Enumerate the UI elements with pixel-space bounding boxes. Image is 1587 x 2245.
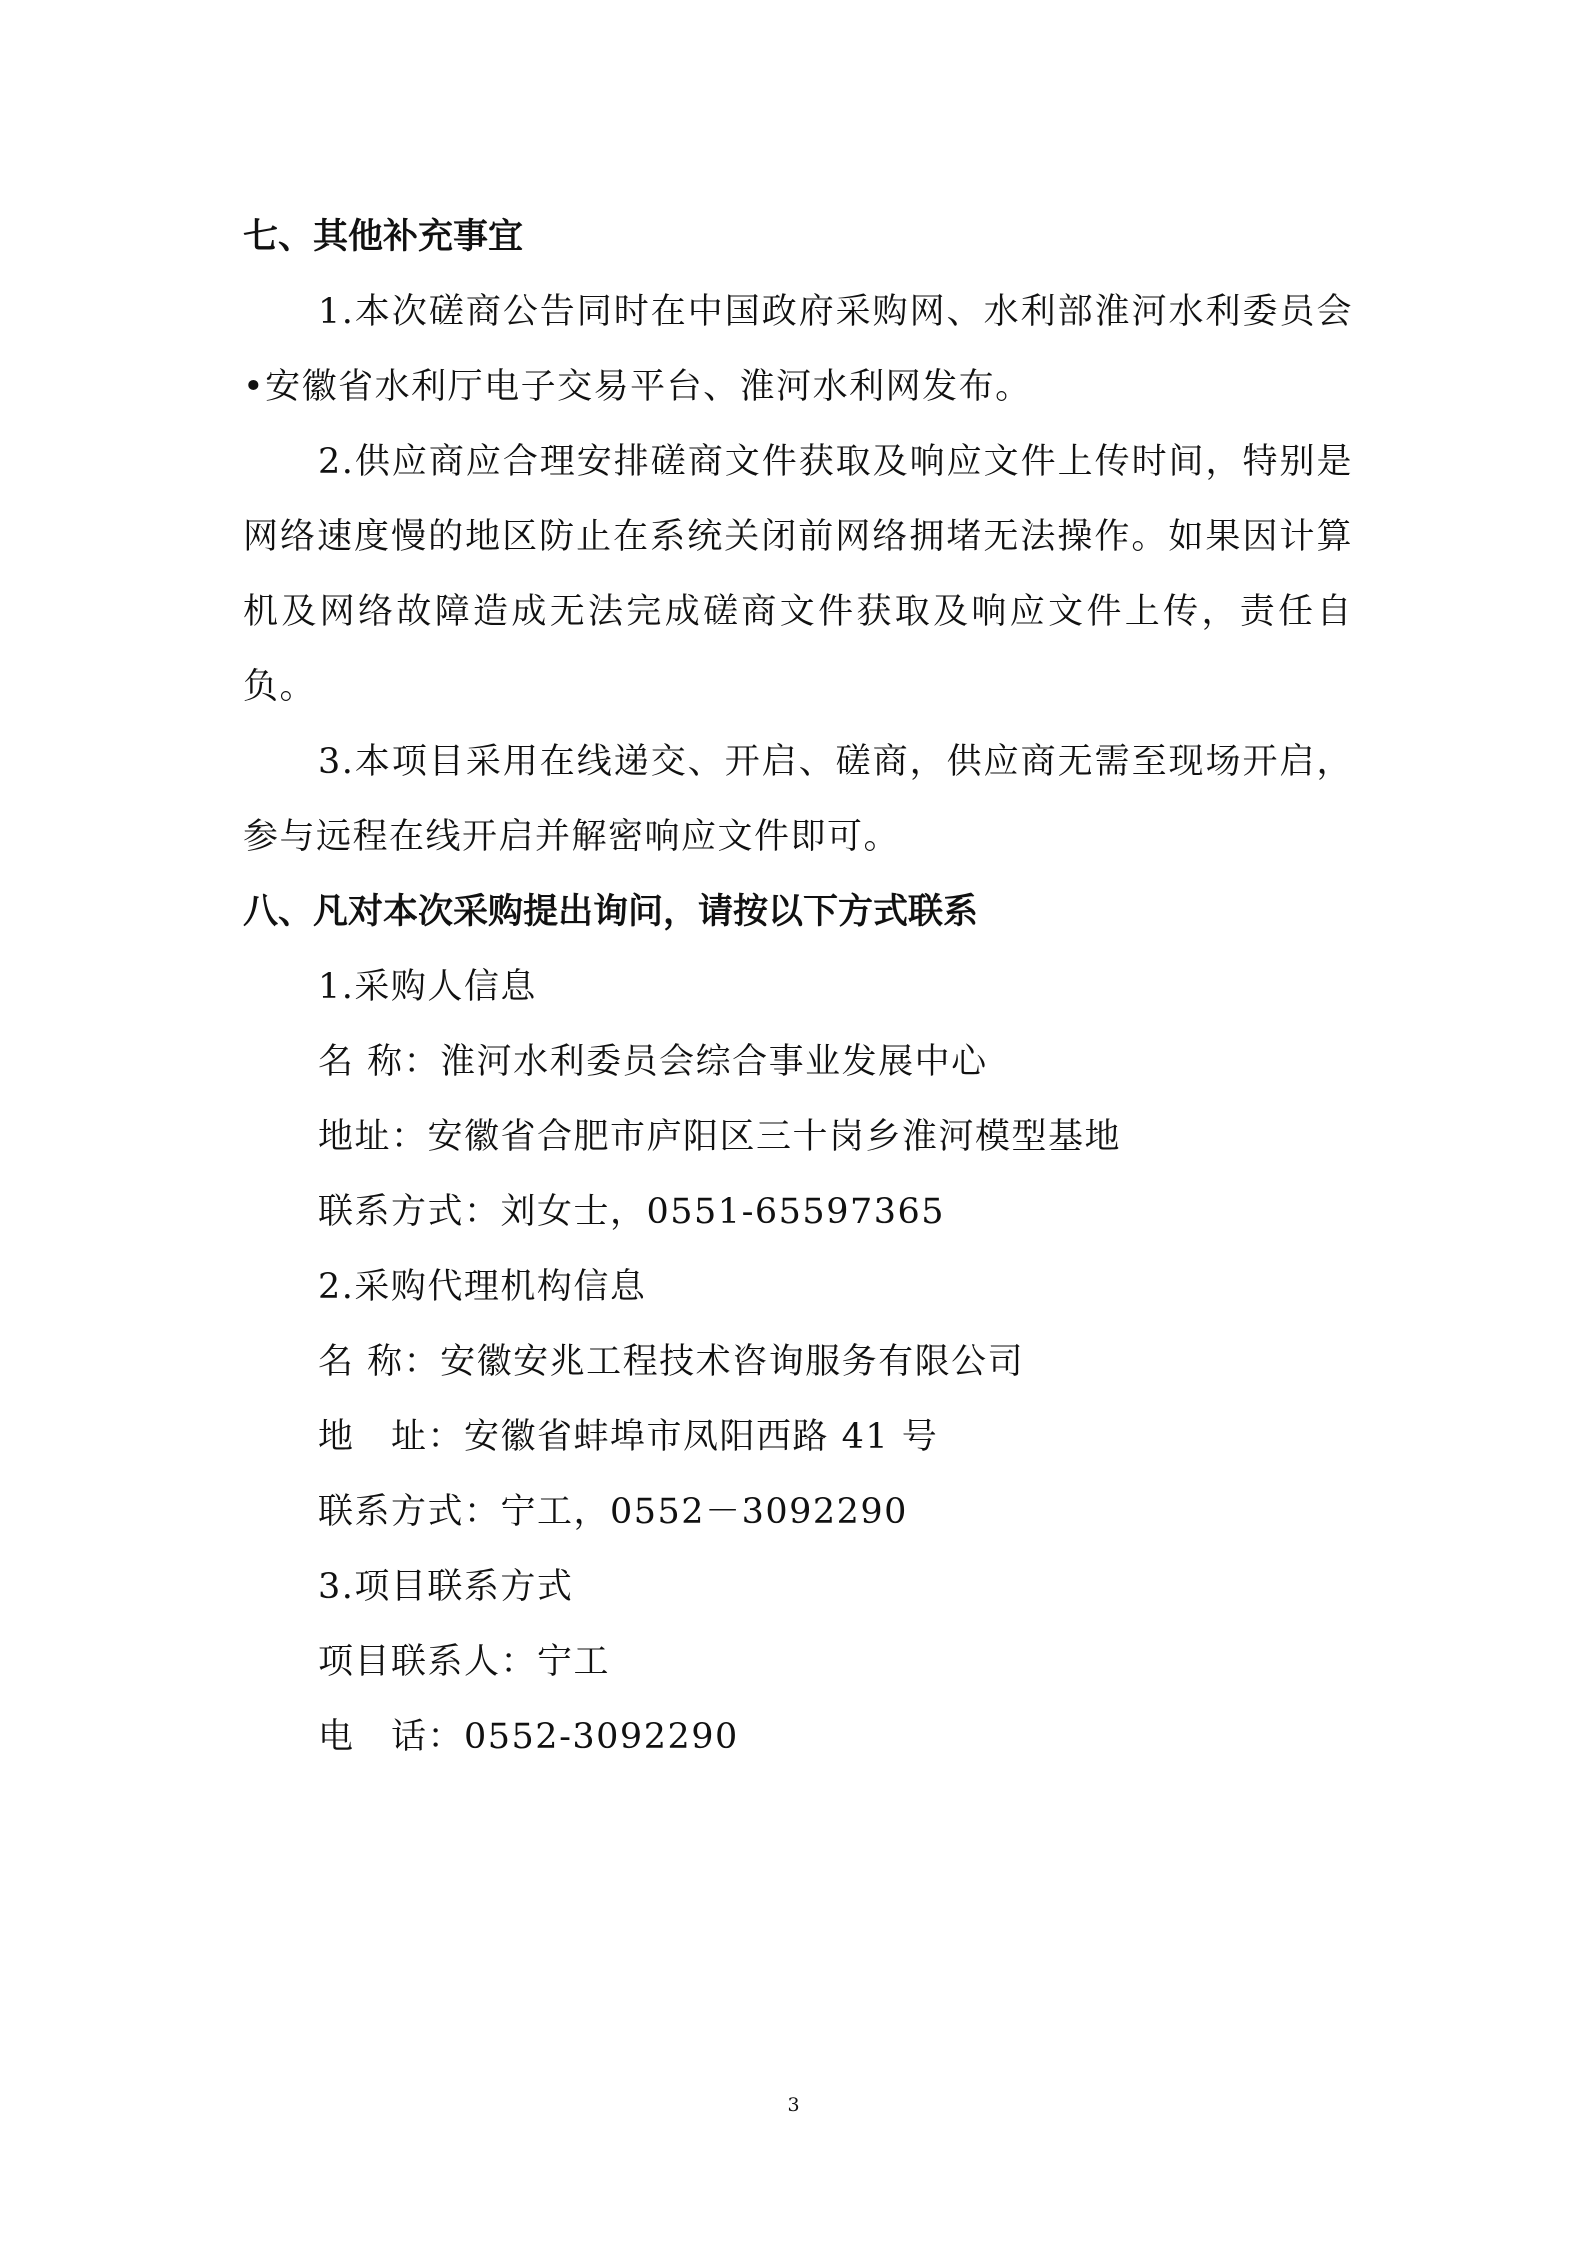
project-contact-heading: 3.项目联系方式 [318, 1567, 574, 1607]
paragraph-publication: 1.本次磋商公告同时在中国政府采购网、水利部淮河水利委员会•安徽省水利厅电子交易平台、淮河水利网发布。 [243, 292, 1353, 407]
agency-info-heading: 2.采购代理机构信息 [318, 1267, 647, 1307]
document-body [243, 200, 1353, 1775]
paragraph-upload-timing: 2.供应商应合理安排磋商文件获取及响应文件上传时间，特别是网络速度慢的地区防止在系统关闭前网络拥堵无法操作。如果因计算机及网络故障造成无法完成磋商文件获取及响应文件上传，责任自负。 [243, 442, 1353, 707]
section-heading-7: 七、其他补充事宜 [243, 217, 524, 257]
purchaser-contact: 联系方式：刘女士，0551-65597365 [318, 1192, 946, 1232]
purchaser-info-heading: 1.采购人信息 [318, 967, 537, 1007]
agency-name: 名 称：安徽安兆工程技术咨询服务有限公司 [318, 1342, 1025, 1382]
agency-contact: 联系方式：宁工，0552－3092290 [318, 1492, 908, 1532]
project-contact-person: 项目联系人：宁工 [318, 1642, 611, 1682]
purchaser-address: 地址：安徽省合肥市庐阳区三十岗乡淮河模型基地 [318, 1117, 1122, 1157]
agency-address: 地 址：安徽省蚌埠市凤阳西路 41 号 [318, 1417, 939, 1457]
paragraph-online-opening: 3.本项目采用在线递交、开启、磋商，供应商无需至现场开启，参与远程在线开启并解密响应文件即可。 [243, 742, 1353, 857]
purchaser-name: 名 称：淮河水利委员会综合事业发展中心 [318, 1042, 988, 1082]
section-heading-8: 八、凡对本次采购提出询问，请按以下方式联系 [243, 892, 979, 932]
page-number: 3 [787, 2094, 800, 2116]
project-contact-phone: 电 话：0552-3092290 [318, 1717, 739, 1757]
